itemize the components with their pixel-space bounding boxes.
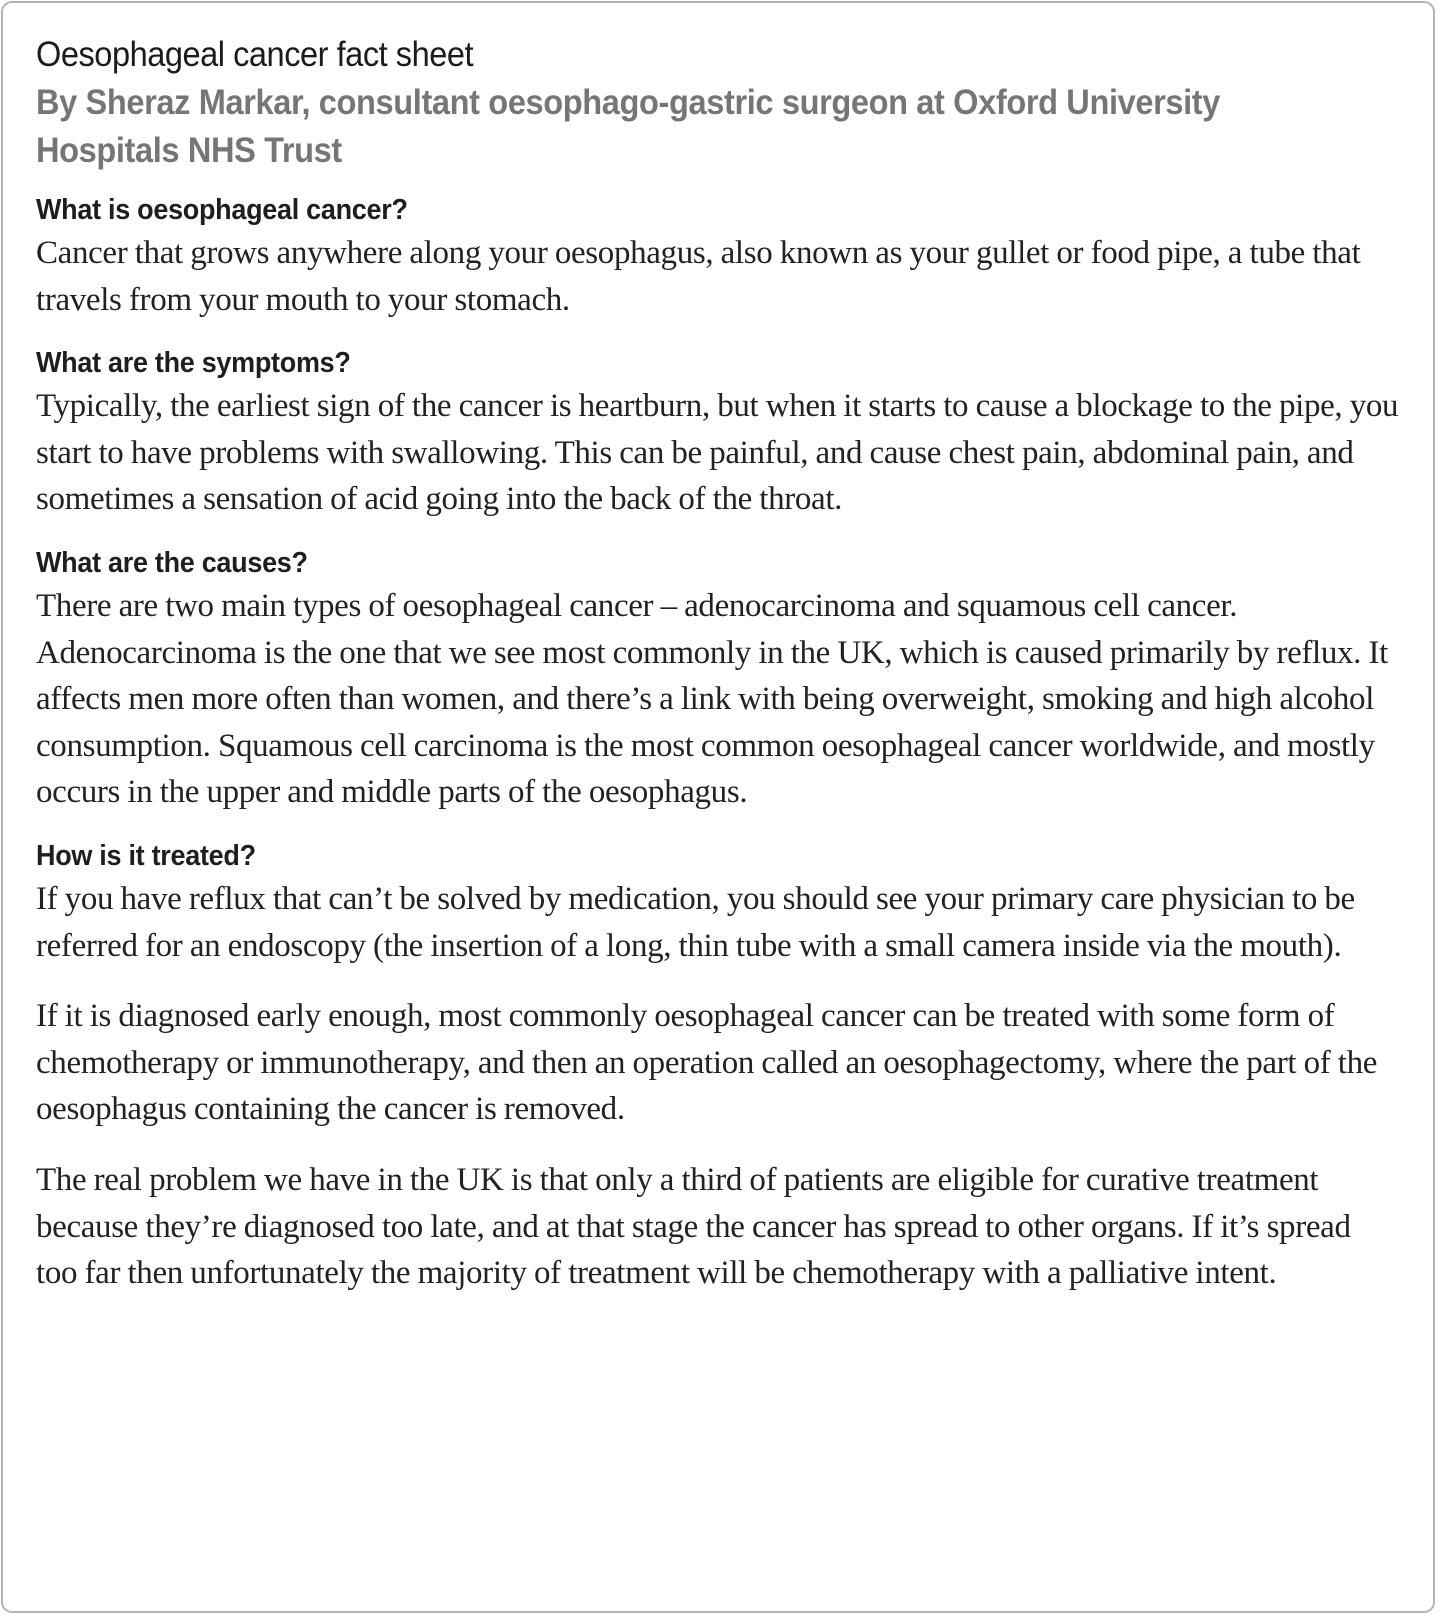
fact-sheet-card — [1, 1, 1435, 1613]
section-paragraph: Cancer that grows anywhere along your oesophagus, also known as your gullet or food pipe, a tube that travels from your mouth to your stomach. — [36, 235, 1361, 318]
section-what-is — [36, 190, 1399, 323]
section-paragraph: There are two main types of oesophageal cancer – adenocarcinoma and squamous cell cancer. Adenocarcinoma is the one that we see most commonly in the UK, which is caused primarily by reflux. It affects men more often than women, and there’s a link with being overweight, smoking and high alcohol consumption. Squamous cell carcinoma is the most common oesophageal cancer worldwide, and mostly occurs in the upper and middle parts of the oesophagus. — [36, 587, 1388, 811]
section-treatment — [36, 836, 1399, 1297]
section-paragraph: Typically, the earliest sign of the cancer is heartburn, but when it starts to cause a blockage to the pipe, you start to have problems with swallowing. This can be painful, and cause chest pain, abdominal pain, and sometimes a sensation of acid going into the back of the throat. — [36, 388, 1399, 518]
section-paragraph: The real problem we have in the UK is that only a third of patients are eligible for curative treatment because they’re diagnosed too late, and at that stage the cancer has spread to other organs. If it’s spread too far then unfortunately the majority of treatment will be chemotherapy with a palliative intent. — [36, 1161, 1351, 1292]
section-paragraph: If you have reflux that can’t be solved by medication, you should see your primary care physician to be referred for an endoscopy (the insertion of a long, thin tube with a small camera inside via the mouth). — [36, 880, 1355, 964]
section-heading: What are the symptoms? — [36, 347, 351, 380]
section-heading: What are the causes? — [36, 546, 308, 579]
section-heading: What is oesophageal cancer? — [36, 194, 408, 226]
author-byline: By Sheraz Markar, consultant oesophago-gastric surgeon at Oxford University Hospitals NHS Trust — [36, 83, 1220, 170]
section-paragraph: If it is diagnosed early enough, most commonly oesophageal cancer can be treated with some form of chemotherapy or immunotherapy, and then an operation called an oesophagectomy, where the part of the oesophagus containing the cancer is removed. — [36, 998, 1378, 1128]
section-symptoms — [36, 343, 1399, 523]
section-heading: How is it treated? — [36, 839, 256, 872]
page-title: Oesophageal cancer fact sheet — [36, 35, 474, 74]
section-causes — [36, 543, 1399, 816]
